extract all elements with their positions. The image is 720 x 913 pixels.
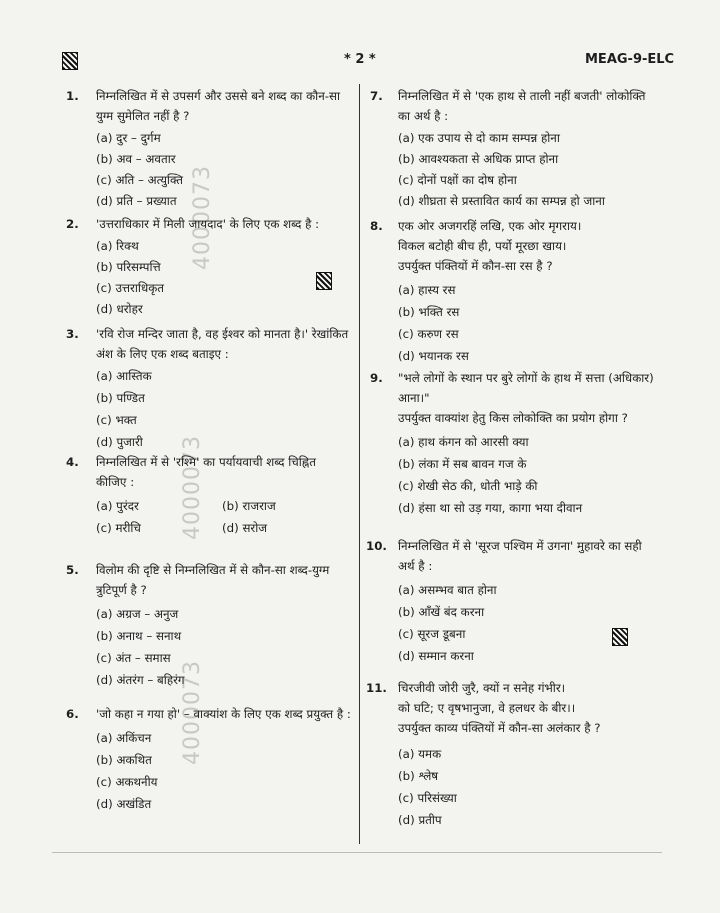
question-number: 7. <box>370 89 383 103</box>
option-c: (c) अति – अत्युक्ति <box>96 173 184 187</box>
option-c: (c) अंत – समास <box>96 651 171 665</box>
option-a: (a) हास्य रस <box>398 283 456 297</box>
option-c: (c) अकथनीय <box>96 775 158 789</box>
page-number: * 2 * <box>344 52 376 67</box>
option-d: (d) शीघ्रता से प्रस्तावित कार्य का सम्पन्न हो जाना <box>398 194 605 208</box>
question-line: उपर्युक्त काव्य पंक्तियों में कौन-सा अलंकार है ? <box>398 721 601 735</box>
question-line: का अर्थ है : <box>398 109 449 123</box>
question-text: 'जो कहा न गया हो' – वाक्यांश के लिए एक शब्द प्रयुक्त है : <box>96 707 351 721</box>
option-d: (d) हंसा था सो उड़ गया, कागा भया दीवान <box>398 501 583 515</box>
question-line: युग्म सुमेलित नहीं है ? <box>96 109 190 123</box>
question-line: त्रुटिपूर्ण है ? <box>96 583 147 597</box>
option-a: (a) आस्तिक <box>96 369 152 383</box>
option-c: (c) शेखी सेठ की, धोती भाड़े की <box>398 479 538 493</box>
question-text <box>96 452 356 492</box>
question-line: "भले लोगों के स्थान पर बुरे लोगों के हाथ में सत्ता (अधिकार) <box>398 371 654 385</box>
question-text <box>398 86 663 126</box>
question-line: चिरजीवी जोरी जुरै, क्यों न सनेह गंभीर। <box>398 681 566 695</box>
option-b: (b) परिसम्पत्ति <box>96 260 161 274</box>
option-c: (c) भक्त <box>96 413 137 427</box>
option-d: (d) प्रति – प्रख्यात <box>96 194 177 208</box>
option-b: (b) आँखें बंद करना <box>398 605 485 619</box>
question-number: 8. <box>370 219 383 233</box>
option-d: (d) प्रतीप <box>398 813 442 827</box>
question-text <box>398 368 663 428</box>
option-d: (d) धरोहर <box>96 302 143 316</box>
question-line: निम्नलिखित में से उपसर्ग और उससे बने शब्द का कौन-सा <box>96 89 341 103</box>
option-b: (b) लंका में सब बावन गज के <box>398 457 527 471</box>
watermark: 4000073 <box>180 660 205 765</box>
watermark: 4000073 <box>190 165 215 270</box>
question-line: एक ओर अजगरहिं लखि, एक ओर मृगराय। <box>398 219 582 233</box>
option-c: (c) करुण रस <box>398 327 459 341</box>
question-number: 11. <box>366 681 387 695</box>
question-text <box>96 86 356 126</box>
question-line: निम्नलिखित में से 'रश्मि' का पर्यायवाची शब्द चिह्नित <box>96 455 316 469</box>
option-d: (d) सम्मान करना <box>398 649 474 663</box>
qr-code-icon <box>62 52 78 70</box>
option-a: (a) हाथ कंगन को आरसी क्या <box>398 435 529 449</box>
option-d: (d) पुजारी <box>96 435 143 449</box>
option-b: (b) अकथित <box>96 753 152 767</box>
exam-code: MEAG-9-ELC <box>585 52 675 67</box>
question-line: उपर्युक्त वाक्यांश हेतु किस लोकोक्ति का प्रयोग होगा ? <box>398 411 628 425</box>
question-text <box>398 678 663 738</box>
question-line: निम्नलिखित में से 'सूरज पश्चिम में उगना' मुहावरे का सही <box>398 539 642 553</box>
option-d: (d) अंतरंग – बहिरंग <box>96 673 185 687</box>
option-c: (c) मरीचि <box>96 521 141 535</box>
question-number: 9. <box>370 371 383 385</box>
option-c: (c) परिसंख्या <box>398 791 457 805</box>
question-text <box>398 216 663 276</box>
question-line: को घटि; ए वृषभानुजा, वे हलधर के बीर।। <box>398 701 576 715</box>
column-divider <box>359 84 360 844</box>
option-a: (a) एक उपाय से दो काम सम्पन्न होना <box>398 131 560 145</box>
option-c: (c) दोनों पक्षों का दोष होना <box>398 173 517 187</box>
question-text <box>96 324 356 364</box>
page-bottom-rule <box>52 852 662 853</box>
option-c: (c) सूरज डूबना <box>398 627 466 641</box>
question-line: 'रवि रोज मन्दिर जाता है, वह ईश्वर को मानता है।' रेखांकित <box>96 327 349 341</box>
question-line: अर्थ है : <box>398 559 433 573</box>
option-a: (a) दुर – दुर्गम <box>96 131 161 145</box>
option-c: (c) उत्तराधिकृत <box>96 281 165 295</box>
question-number: 1. <box>66 89 79 103</box>
question-line: आना।" <box>398 391 430 405</box>
question-number: 10. <box>366 539 387 553</box>
question-line: कीजिए : <box>96 475 135 489</box>
question-line: अंश के लिए एक शब्द बताइए : <box>96 347 229 361</box>
question-line: विकल बटोही बीच ही, पर्यो मूरछा खाय। <box>398 239 567 253</box>
option-b: (b) अव – अवतार <box>96 152 176 166</box>
question-line: निम्नलिखित में से 'एक हाथ से ताली नहीं बजती' लोकोक्ति <box>398 89 646 103</box>
option-a: (a) रिक्थ <box>96 239 139 253</box>
question-text: 'उत्तराधिकार में मिली जायदाद' के लिए एक शब्द है : <box>96 217 320 231</box>
question-number: 2. <box>66 217 79 231</box>
question-line: उपर्युक्त पंक्तियों में कौन-सा रस है ? <box>398 259 553 273</box>
option-a: (a) पुरंदर <box>96 499 139 513</box>
option-d: (d) अखंडित <box>96 797 152 811</box>
question-text <box>398 536 663 576</box>
question-line: विलोम की दृष्टि से निम्नलिखित में से कौन-सा शब्द-युग्म <box>96 563 330 577</box>
option-a: (a) अकिंचन <box>96 731 152 745</box>
question-number: 5. <box>66 563 79 577</box>
option-b: (b) पण्डित <box>96 391 145 405</box>
option-d: (d) सरोज <box>222 521 268 535</box>
question-number: 6. <box>66 707 79 721</box>
watermark: 4000073 <box>180 435 205 540</box>
question-number: 4. <box>66 455 79 469</box>
option-a: (a) यमक <box>398 747 442 761</box>
option-b: (b) अनाथ – सनाथ <box>96 629 182 643</box>
option-b: (b) राजराज <box>222 499 276 513</box>
option-b: (b) श्लेष <box>398 769 439 783</box>
option-a: (a) अग्रज – अनुज <box>96 607 179 621</box>
question-number: 3. <box>66 327 79 341</box>
option-b: (b) आवश्यकता से अधिक प्राप्त होना <box>398 152 559 166</box>
option-b: (b) भक्ति रस <box>398 305 460 319</box>
question-text <box>96 560 356 600</box>
qr-code-icon <box>316 272 332 290</box>
option-a: (a) असम्भव बात होना <box>398 583 497 597</box>
option-d: (d) भयानक रस <box>398 349 469 363</box>
qr-code-icon <box>612 628 628 646</box>
